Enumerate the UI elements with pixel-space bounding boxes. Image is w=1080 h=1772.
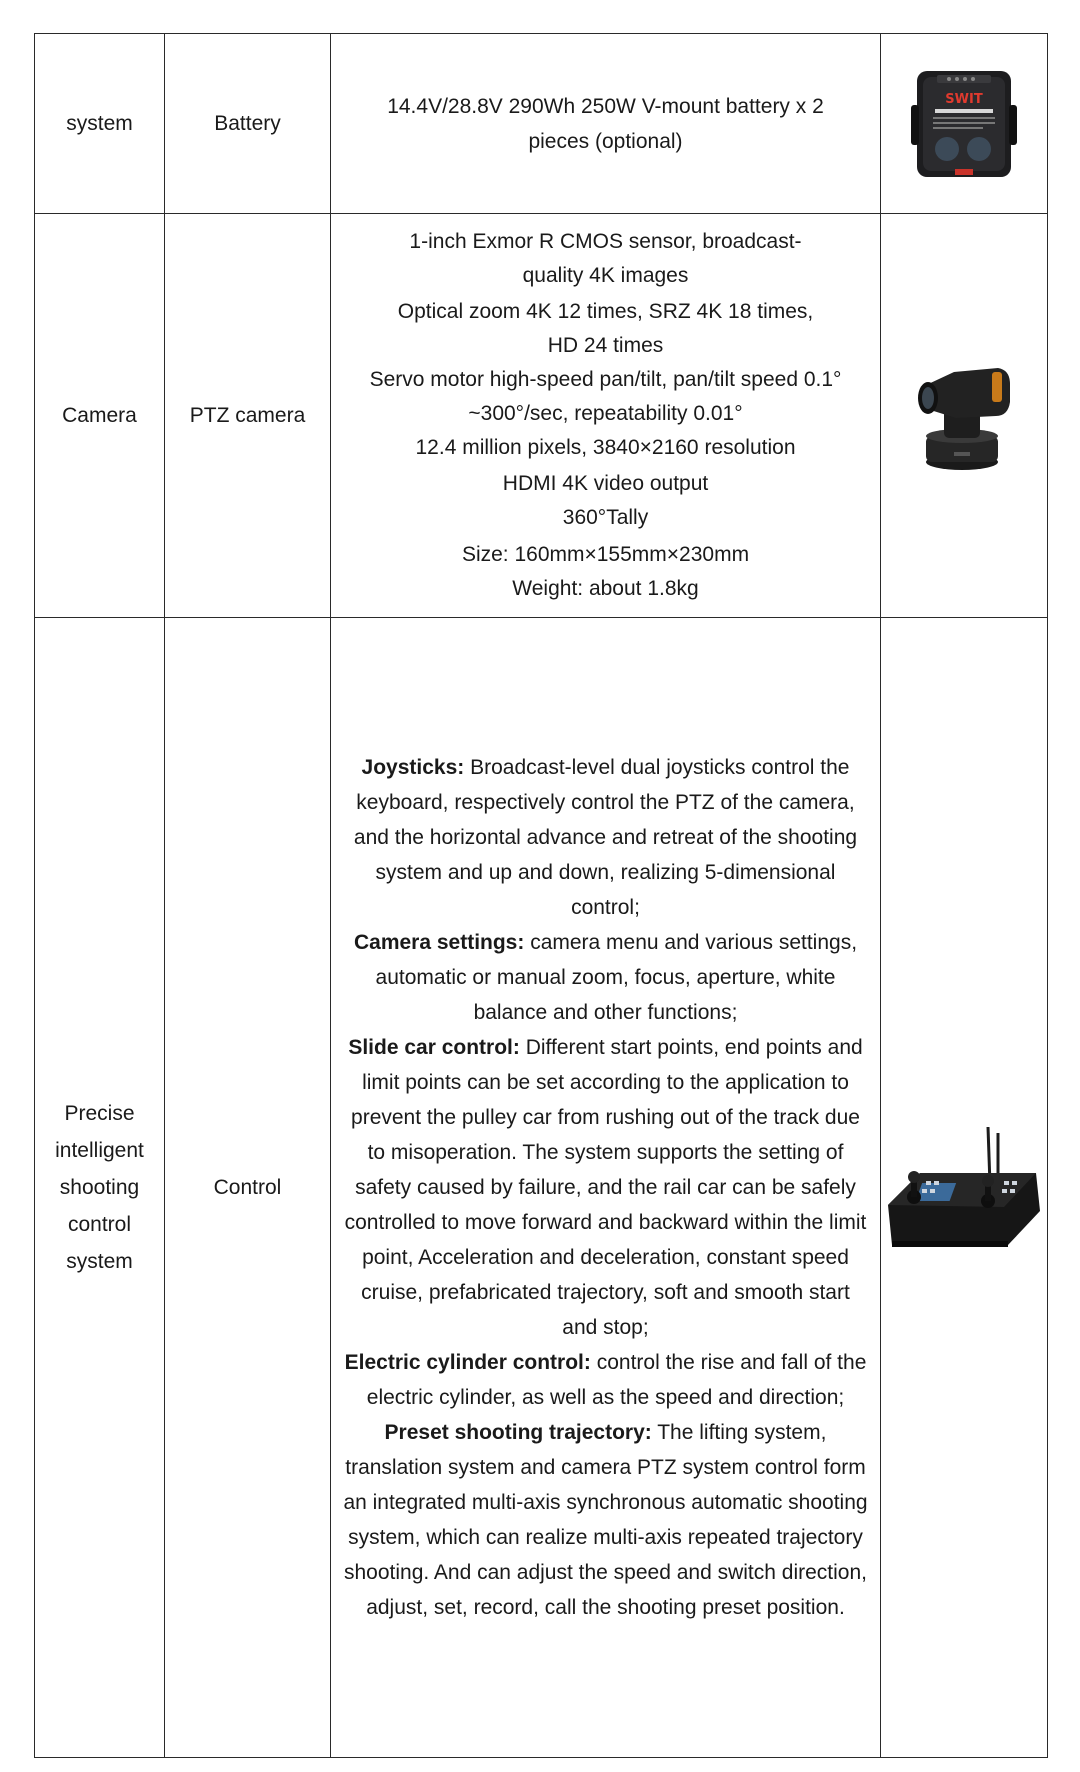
description-line: 1-inch Exmor R CMOS sensor, broadcast-quality 4K images — [409, 230, 802, 287]
section-title: Preset shooting trajectory: — [384, 1421, 652, 1444]
item-cell: Battery — [165, 34, 331, 214]
table-row-control — [35, 618, 1048, 1758]
image-cell — [881, 618, 1048, 1758]
svg-text:SWIT: SWIT — [945, 91, 983, 107]
section-text: control the rise and fall of the electric cylinder, as well as the speed and direction; — [366, 1351, 867, 1409]
description-line: 12.4 million pixels, 3840×2160 resolution — [415, 436, 796, 459]
section-text: camera menu and various settings, automatic or manual zoom, focus, aperture, white balance and other functions; — [375, 931, 858, 1024]
description-line: HDMI 4K video output — [502, 472, 709, 495]
description-line: Optical zoom 4K 12 times, SRZ 4K 18 times, HD 24 times — [397, 300, 814, 357]
description-section — [341, 750, 870, 925]
section-title: Slide car control: — [348, 1036, 520, 1059]
table-row-battery — [35, 34, 1048, 214]
description-section — [341, 1345, 870, 1415]
section-title: Camera settings: — [353, 931, 525, 954]
image-cell — [881, 214, 1048, 618]
description-line: Size: 160mm×155mm×230mm — [461, 543, 750, 566]
v-mount-battery-icon — [909, 65, 1019, 183]
description-line: 360°Tally — [562, 506, 649, 529]
spec-table — [34, 33, 1048, 1758]
description-line: 14.4V/28.8V 290Wh 250W V-mount battery x 2 pieces (optional) — [387, 94, 824, 153]
section-title: Electric cylinder control: — [344, 1351, 591, 1374]
description-line: Servo motor high-speed pan/tilt, pan/tilt speed 0.1° ~300°/sec, repeatability 0.01° — [369, 368, 842, 425]
section-text: Different start points, end points and limit points can be set according to the application to prevent the pulley car from rushing out of the track due to misoperation. The system supports the setting of safety caused by failure, and the rail car can be safely controlled to move forward and backward within the limit point, Acceleration and deceleration, constant speed cruise, prefabricated trajectory, soft and smooth start and stop; — [344, 1036, 867, 1339]
section-text: The lifting system, translation system and camera PTZ system control form an integrated multi-axis synchronous automatic shooting system, which can realize multi-axis repeated trajectory shooting. And can adjust the speed and switch direction, adjust, set, record, call the shooting preset position. — [343, 1421, 868, 1619]
table-row-camera — [35, 214, 1048, 618]
description-cell — [331, 34, 881, 214]
item-cell: Control — [165, 618, 331, 1758]
image-cell — [881, 34, 1048, 214]
description-section — [341, 1030, 870, 1345]
description-section — [341, 1415, 870, 1625]
section-title: Joysticks: — [361, 756, 465, 779]
category-cell: Precise intelligent shooting control system — [35, 618, 165, 1758]
ptz-camera-icon — [914, 358, 1014, 474]
description-line: Weight: about 1.8kg — [512, 577, 699, 600]
section-text: Broadcast-level dual joysticks control the keyboard, respectively control the PTZ of the camera, and the horizontal advance and retreat of the shooting system and up and down, realizing 5-dimensional control; — [353, 756, 858, 919]
joystick-controller-icon — [884, 1123, 1044, 1253]
description-cell — [331, 618, 881, 1758]
category-cell: system — [35, 34, 165, 214]
item-cell: PTZ camera — [165, 214, 331, 618]
category-cell: Camera — [35, 214, 165, 618]
description-cell — [331, 214, 881, 618]
description-section — [341, 925, 870, 1030]
